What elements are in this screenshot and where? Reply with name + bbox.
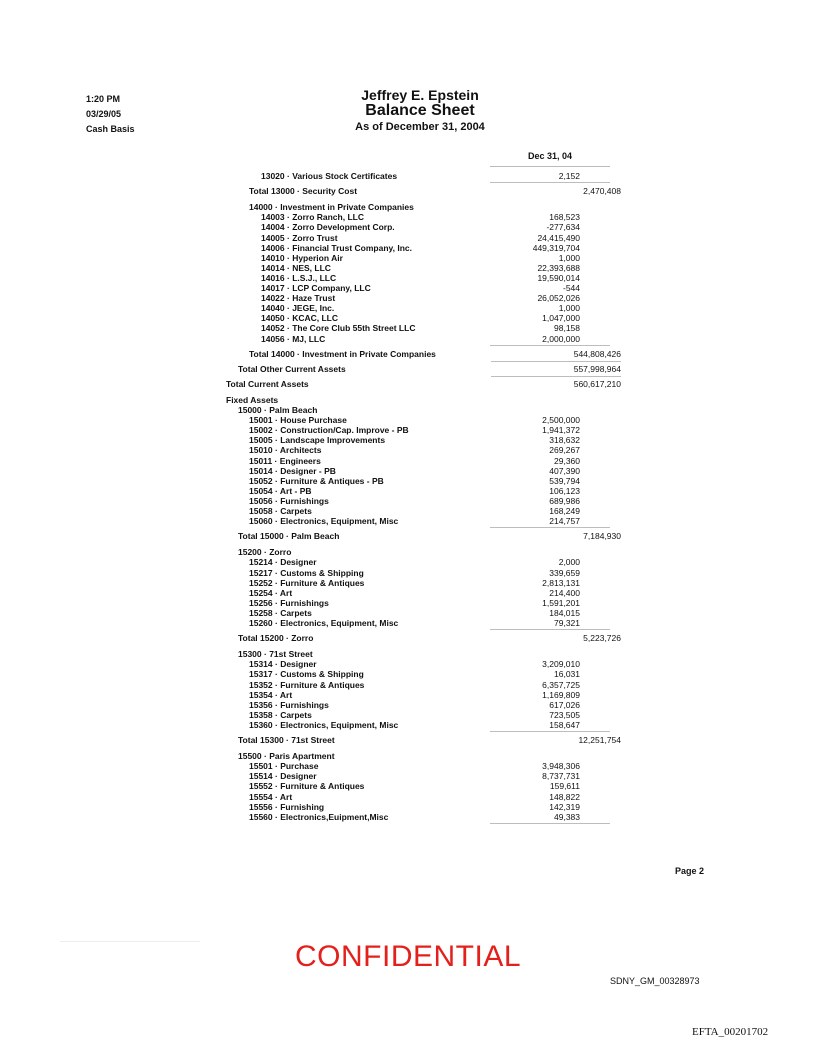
account-row-label: 15556 · Furnishing: [249, 801, 325, 812]
account-row-label: 15258 · Carpets: [249, 607, 312, 618]
account-row-label: 15300 · 71st Street: [238, 649, 313, 660]
account-row-amount: 6,357,725: [542, 679, 580, 690]
account-row-label: 14003 · Zorro Ranch, LLC: [261, 212, 364, 223]
account-row-label: 14000 · Investment in Private Companies: [249, 202, 414, 213]
account-row-label: 15256 · Furnishings: [249, 597, 329, 608]
report-title: Balance Sheet: [365, 102, 475, 119]
account-row-amount: 2,470,408: [583, 186, 621, 197]
account-row-amount: 339,659: [549, 567, 580, 578]
account-row-label: 15002 · Construction/Cap. Improve - PB: [249, 425, 409, 436]
account-row-label: 14005 · Zorro Trust: [261, 232, 338, 243]
account-row-label: 15501 · Purchase: [249, 761, 319, 772]
account-row-label: 15000 · Palm Beach: [238, 405, 318, 415]
account-row-label: 15054 · Art - PB: [249, 485, 312, 496]
account-row-amount: -544: [562, 283, 580, 293]
account-row-amount: 148,822: [549, 791, 580, 802]
account-row-label: 15001 · House Purchase: [249, 415, 347, 426]
account-row-label: 14010 · Hyperion Air: [261, 252, 343, 263]
account-row-label: 14022 · Haze Trust: [261, 293, 336, 304]
account-row-amount: 1,591,201: [542, 597, 580, 608]
subtotal-rule: [490, 629, 610, 630]
account-row-amount: 407,390: [549, 465, 580, 476]
account-row-amount: 19,590,014: [537, 272, 580, 283]
account-row-label: 14006 · Financial Trust Company, Inc.: [261, 242, 412, 253]
account-row-amount: 158,647: [549, 719, 580, 730]
account-row-label: 15014 · Designer - PB: [249, 465, 336, 476]
account-row-label: 15500 · Paris Apartment: [238, 751, 335, 762]
account-row-label: 15010 · Architects: [249, 445, 322, 456]
total-rule: [491, 376, 621, 377]
account-row-amount: 318,632: [549, 435, 580, 446]
efta-number: EFTA_00201702: [692, 1026, 769, 1038]
account-row-amount: 142,319: [549, 801, 580, 812]
account-row-amount: 3,209,010: [542, 659, 580, 670]
account-row-label: 14052 · The Core Club 55th Street LLC: [261, 323, 416, 334]
report-subtitle: As of December 31, 2004: [355, 121, 485, 133]
account-row-amount: -277,634: [546, 222, 580, 233]
account-row-amount: 24,415,490: [537, 232, 580, 243]
account-row-amount: 544,808,426: [573, 348, 621, 359]
account-row-amount: 214,757: [549, 516, 580, 527]
account-row-amount: 1,941,372: [542, 425, 580, 436]
account-row-label: 14017 · LCP Company, LLC: [261, 283, 371, 293]
account-row-amount: 106,123: [549, 485, 580, 496]
account-row-amount: 3,948,306: [542, 761, 580, 772]
faint-rule: [60, 941, 200, 942]
account-row-amount: 29,360: [554, 455, 580, 466]
subtotal-rule: [490, 182, 610, 183]
total-row-label: Total 14000 · Investment in Private Companies: [249, 348, 436, 359]
account-row-amount: 5,223,726: [583, 633, 621, 644]
report-basis: Cash Basis: [86, 124, 135, 134]
total-row-label: Total 15200 · Zorro: [238, 633, 314, 644]
account-row-amount: 159,611: [549, 781, 580, 792]
account-row-amount: 16,031: [554, 669, 580, 680]
account-row-amount: 98,158: [554, 323, 580, 334]
account-row-label: 14014 · NES, LLC: [261, 262, 331, 273]
account-row-amount: 2,000: [558, 557, 580, 568]
account-row-label: 14040 · JEGE, Inc.: [261, 303, 335, 314]
account-row-label: 15214 · Designer: [249, 557, 317, 568]
account-row-label: 15252 · Furniture & Antiques: [249, 577, 365, 588]
account-row-amount: 2,000,000: [542, 333, 580, 344]
account-row-amount: 1,169,809: [542, 689, 580, 700]
account-row-amount: 617,026: [549, 699, 580, 710]
account-row-amount: 8,737,731: [542, 771, 580, 782]
account-row-amount: 2,813,131: [542, 577, 580, 588]
account-row-label: 15560 · Electronics,Euipment,Misc: [249, 811, 389, 822]
account-row-label: 15254 · Art: [249, 587, 293, 598]
account-row-amount: 168,249: [549, 506, 580, 516]
account-row-amount: 214,400: [549, 587, 580, 598]
account-row-label: 15554 · Art: [249, 791, 293, 802]
account-row-label: 15011 · Engineers: [249, 455, 321, 466]
subtotal-rule: [490, 345, 610, 346]
account-row-amount: 2,500,000: [542, 415, 580, 426]
account-row-label: 15514 · Designer: [249, 771, 317, 782]
total-row-label: Total 15000 · Palm Beach: [238, 531, 340, 542]
confidential-stamp: CONFIDENTIAL: [295, 940, 522, 973]
account-row-amount: 168,523: [549, 212, 580, 223]
account-row-label: 15217 · Customs & Shipping: [249, 567, 364, 578]
account-row-label: 15360 · Electronics, Equipment, Misc: [249, 719, 399, 730]
account-row-label: 14004 · Zorro Development Corp.: [261, 222, 395, 233]
account-row-label: 15317 · Customs & Shipping: [249, 669, 364, 680]
account-row-label: 15352 · Furniture & Antiques: [249, 679, 365, 690]
account-row-amount: 12,251,754: [578, 735, 621, 745]
final-rule: [490, 823, 610, 824]
account-row-amount: 689,986: [549, 495, 580, 506]
account-row-amount: 560,617,210: [573, 378, 621, 389]
account-row-amount: 79,321: [554, 618, 580, 628]
account-row-amount: 557,998,964: [573, 363, 621, 374]
total-row-label: Total Other Current Assets: [238, 363, 346, 374]
account-row-label: 15052 · Furniture & Antiques - PB: [249, 475, 384, 486]
account-row-label: 14050 · KCAC, LLC: [261, 313, 338, 324]
account-row-label: 15058 · Carpets: [249, 506, 312, 516]
account-row-amount: 1,000: [558, 303, 580, 314]
total-row-label: Total 13000 · Security Cost: [249, 186, 358, 197]
account-row-label: 15056 · Furnishings: [249, 495, 329, 506]
account-row-label: 15356 · Furnishings: [249, 699, 329, 710]
account-row-amount: 723,505: [549, 709, 580, 720]
subtotal-rule: [490, 731, 610, 732]
account-row-amount: 1,047,000: [542, 313, 580, 324]
account-row-label: 13020 · Various Stock Certificates: [261, 171, 398, 181]
account-row-label: 15314 · Designer: [249, 659, 317, 670]
account-row-label: Fixed Assets: [226, 394, 279, 405]
page-number: Page 2: [675, 866, 705, 876]
account-row-amount: 49,383: [554, 811, 580, 822]
company-name: Jeffrey E. Epstein: [361, 87, 479, 103]
subtotal-rule: [490, 527, 610, 528]
account-row-label: 15552 · Furniture & Antiques: [249, 781, 365, 792]
account-row-label: 14056 · MJ, LLC: [261, 333, 326, 344]
account-row-amount: 539,794: [549, 475, 580, 486]
account-row-amount: 269,267: [549, 445, 580, 456]
column-header: Dec 31, 04: [490, 151, 610, 167]
total-rule: [491, 361, 621, 362]
account-row-label: 15200 · Zorro: [238, 547, 292, 558]
account-row-amount: 7,184,930: [583, 531, 621, 542]
account-row-amount: 449,319,704: [532, 242, 580, 253]
report-date: 03/29/05: [86, 109, 122, 119]
account-row-label: 15005 · Landscape Improvements: [249, 435, 386, 446]
account-row-label: 15060 · Electronics, Equipment, Misc: [249, 516, 399, 527]
account-row-amount: 22,393,688: [537, 262, 580, 273]
total-row-label: Total Current Assets: [226, 378, 309, 389]
account-row-label: 15354 · Art: [249, 689, 293, 700]
account-row-label: 14016 · L.S.J., LLC: [261, 272, 337, 283]
report-time: 1:20 PM: [86, 94, 121, 104]
account-row-amount: 1,000: [558, 252, 580, 263]
bates-number: SDNY_GM_00328973: [610, 976, 700, 986]
account-row-label: 15260 · Electronics, Equipment, Misc: [249, 618, 399, 628]
account-row-amount: 2,152: [558, 171, 580, 181]
total-row-label: Total 15300 · 71st Street: [238, 735, 335, 745]
account-row-label: 15358 · Carpets: [249, 709, 312, 720]
account-row-amount: 184,015: [549, 607, 580, 618]
account-row-amount: 26,052,026: [537, 293, 580, 304]
